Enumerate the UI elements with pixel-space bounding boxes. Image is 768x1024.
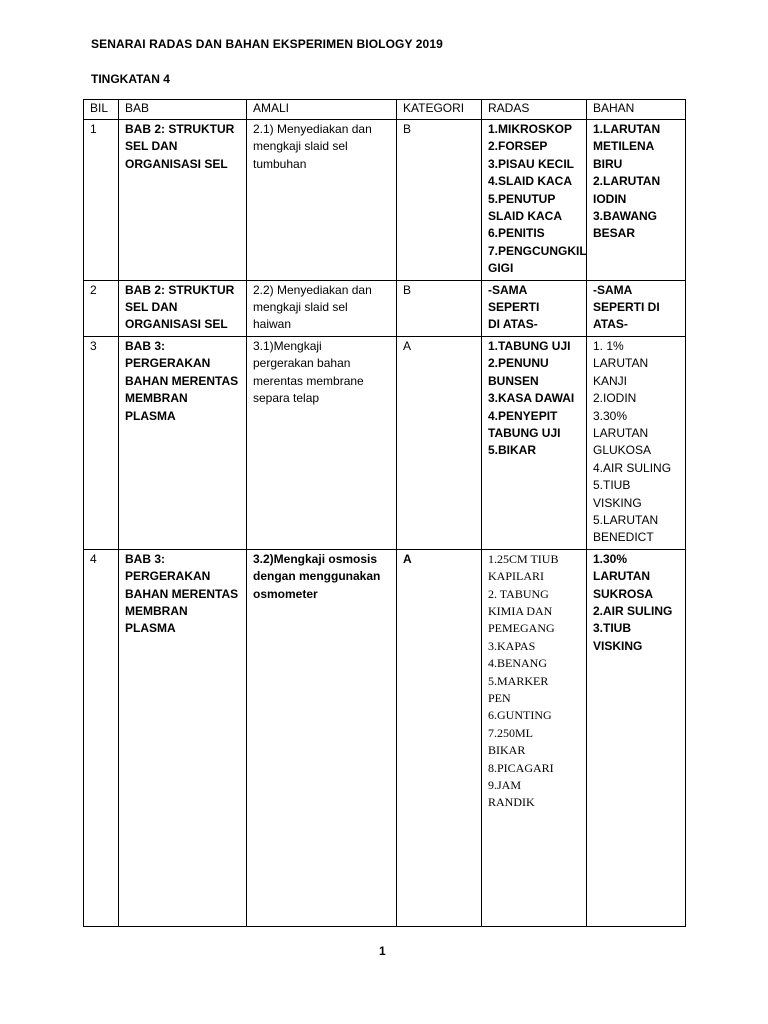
cell-line: PEN: [488, 691, 511, 705]
cell-line: 1. 1%: [593, 338, 624, 353]
cell-bab: [119, 120, 247, 281]
form-level-heading: TINGKATAN 4: [91, 72, 170, 86]
cell-line: 7.PENGCUNGKIL: [488, 243, 587, 258]
cell-line: dengan menggunakan: [253, 569, 381, 584]
cell-line: 2. TABUNG: [488, 586, 549, 601]
cell-line: 2.LARUTAN: [593, 174, 661, 189]
cell-line: PEMEGANG: [488, 621, 555, 636]
cell-line: SEPERTI DI: [593, 300, 660, 315]
cell-line: BAB 2: STRUKTUR: [125, 282, 235, 297]
column-header-kategori: KATEGORI: [397, 100, 482, 120]
cell-line: 5.MARKER: [488, 673, 549, 688]
cell-amali: [247, 280, 397, 336]
cell-line: 2.IODIN: [593, 391, 637, 406]
cell-line: 1.LARUTAN: [593, 122, 661, 136]
cell-line: 2.PENUNU: [488, 356, 549, 371]
cell-line: 3.TIUB: [593, 621, 632, 636]
cell-line: GIGI: [488, 261, 514, 276]
cell-line: BAHAN MERENTAS: [125, 586, 239, 601]
cell-line: RANDIK: [488, 795, 535, 810]
cell-line: ORGANISASI SEL: [125, 156, 228, 171]
cell-radas: [482, 280, 587, 336]
cell-line: SEL DAN: [125, 139, 178, 154]
equipment-materials-table: [83, 99, 686, 927]
column-header-radas: RADAS: [482, 100, 587, 120]
cell-line: BAB 2: STRUKTUR: [125, 122, 235, 136]
cell-line: LARUTAN: [593, 425, 649, 440]
cell-line: LARUTAN: [593, 356, 649, 371]
column-header-bahan: BAHAN: [587, 100, 686, 120]
page-number: 1: [379, 944, 386, 958]
cell-line: DI ATAS-: [488, 317, 538, 332]
page-title: SENARAI RADAS DAN BAHAN EKSPERIMEN BIOLOGY 2019: [91, 37, 443, 51]
cell-line: separa telap: [253, 391, 320, 406]
cell-line: 2.1) Menyediakan dan: [253, 122, 372, 136]
cell-amali: [247, 336, 397, 549]
cell-bab: [119, 336, 247, 549]
table-header-row: [84, 100, 686, 120]
cell-line: BAB 3:: [125, 551, 166, 566]
cell-line: 7.250ML: [488, 725, 533, 740]
cell-line: BAHAN MERENTAS: [125, 373, 239, 388]
cell-line: 3.BAWANG: [593, 209, 658, 224]
cell-bahan: [587, 336, 686, 549]
cell-line: 4.BENANG: [488, 656, 547, 671]
cell-radas: [482, 336, 587, 549]
cell-bab: [119, 280, 247, 336]
cell-line: 3.1)Mengkaji: [253, 338, 322, 353]
cell-line: osmometer: [253, 586, 318, 601]
cell-line: BIKAR: [488, 743, 526, 758]
cell-line: ATAS-: [593, 317, 628, 332]
table-row: [84, 120, 686, 281]
cell-line: tumbuhan: [253, 156, 307, 171]
cell-line: PLASMA: [125, 621, 176, 636]
cell-line: 6.GUNTING: [488, 708, 552, 723]
cell-line: 9.JAM: [488, 778, 522, 793]
cell-line: MEMBRAN: [125, 603, 188, 618]
cell-amali: [247, 120, 397, 281]
cell-line: LARUTAN: [593, 569, 651, 584]
cell-line: ORGANISASI SEL: [125, 317, 228, 332]
cell-line: 5.LARUTAN: [593, 512, 659, 527]
cell-line: 6.PENITIS: [488, 226, 545, 241]
cell-kategori: A: [397, 336, 482, 549]
cell-line: 1.25CM TIUB: [488, 551, 559, 566]
cell-line: 5.BIKAR: [488, 443, 537, 458]
cell-bil: 4: [84, 549, 119, 926]
cell-line: pergerakan bahan: [253, 356, 351, 371]
table-row: [84, 280, 686, 336]
cell-line: 5.PENUTUP: [488, 191, 556, 206]
cell-line: GLUKOSA: [593, 443, 652, 458]
column-header-bab: BAB: [119, 100, 247, 120]
cell-line: BESAR: [593, 226, 636, 241]
cell-line: 3.KAPAS: [488, 638, 536, 653]
cell-line: VISKING: [593, 638, 643, 653]
cell-line: METILENA: [593, 139, 655, 154]
cell-line: PERGERAKAN: [125, 569, 211, 584]
table-row: [84, 549, 686, 926]
cell-kategori: A: [397, 549, 482, 926]
cell-line: TABUNG UJI: [488, 425, 561, 440]
cell-line: 3.KASA DAWAI: [488, 391, 575, 406]
cell-bahan: [587, 549, 686, 926]
cell-line: BENEDICT: [593, 530, 654, 545]
cell-line: 1.30%: [593, 551, 628, 566]
cell-line: 2.FORSEP: [488, 139, 548, 154]
cell-line: 8.PICAGARI: [488, 760, 554, 775]
cell-line: -SAMA SEPERTI: [488, 282, 540, 315]
cell-line: MEMBRAN: [125, 391, 188, 406]
cell-line: 2.AIR SULING: [593, 603, 673, 618]
cell-line: VISKING: [593, 495, 642, 510]
cell-line: 5.TIUB: [593, 478, 631, 493]
cell-bil: 2: [84, 280, 119, 336]
cell-line: mengkaji slaid sel: [253, 139, 348, 154]
cell-line: BUNSEN: [488, 373, 539, 388]
cell-radas: [482, 120, 587, 281]
cell-line: SUKROSA: [593, 586, 654, 601]
cell-kategori: B: [397, 120, 482, 281]
cell-line: KAPILARI: [488, 569, 544, 584]
cell-bahan: [587, 120, 686, 281]
cell-line: 2.2) Menyediakan dan: [253, 282, 372, 297]
cell-line: -SAMA: [593, 282, 633, 297]
cell-line: BAB 3:: [125, 338, 166, 353]
cell-bahan: [587, 280, 686, 336]
cell-bil: 3: [84, 336, 119, 549]
column-header-amali: AMALI: [247, 100, 397, 120]
cell-radas: [482, 549, 587, 926]
cell-line: mengkaji slaid sel: [253, 300, 348, 315]
cell-bil: 1: [84, 120, 119, 281]
cell-line: SLAID KACA: [488, 209, 562, 224]
cell-line: SEL DAN: [125, 300, 178, 315]
cell-line: 1.TABUNG UJI: [488, 338, 571, 353]
table-row: [84, 336, 686, 549]
column-header-bil: BIL: [84, 100, 119, 120]
cell-line: 3.PISAU KECIL: [488, 156, 575, 171]
cell-line: KIMIA DAN: [488, 603, 553, 618]
cell-amali: [247, 549, 397, 926]
cell-line: 4.SLAID KACA: [488, 174, 573, 189]
cell-line: merentas membrane: [253, 373, 364, 388]
cell-line: 3.30%: [593, 408, 628, 423]
cell-line: PERGERAKAN: [125, 356, 211, 371]
cell-line: BIRU: [593, 156, 623, 171]
cell-line: 3.2)Mengkaji osmosis: [253, 551, 378, 566]
cell-line: 4.AIR SULING: [593, 460, 672, 475]
cell-line: PLASMA: [125, 408, 176, 423]
cell-line: IODIN: [593, 191, 627, 206]
cell-line: 1.MIKROSKOP: [488, 122, 573, 136]
cell-bab: [119, 549, 247, 926]
cell-line: 4.PENYEPIT: [488, 408, 558, 423]
cell-line: haiwan: [253, 317, 292, 332]
cell-kategori: B: [397, 280, 482, 336]
cell-line: KANJI: [593, 373, 628, 388]
